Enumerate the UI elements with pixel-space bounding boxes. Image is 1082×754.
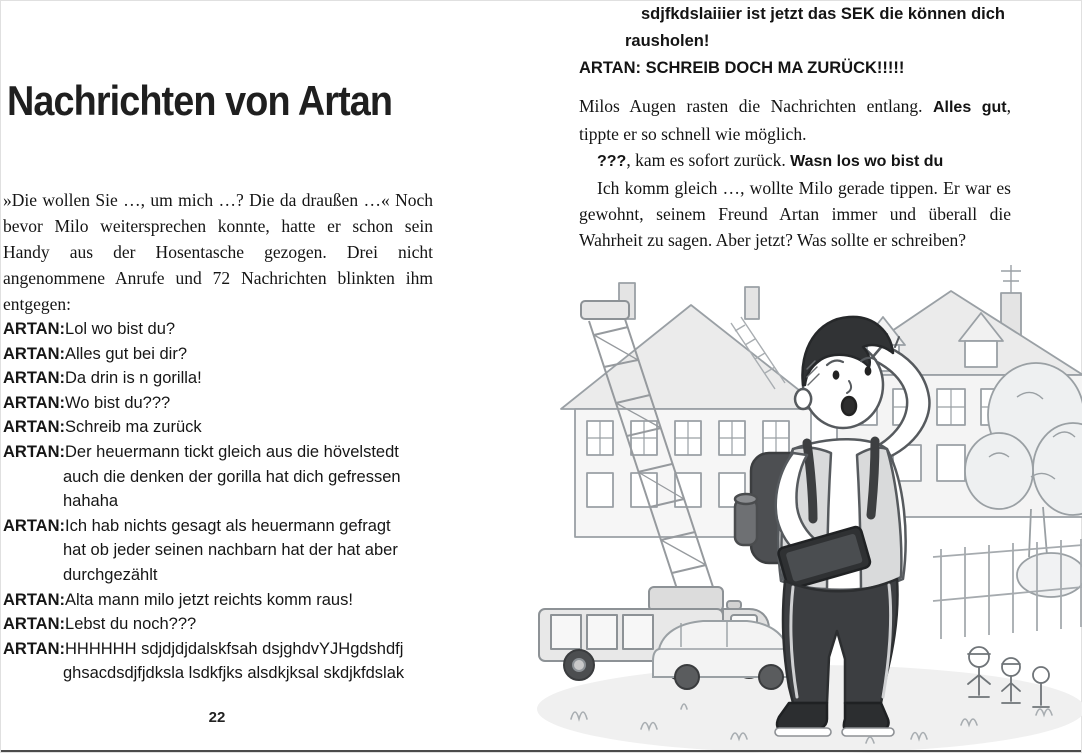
- inline-text: Milos Augen rasten die Nachrichten entlang.: [579, 96, 933, 116]
- chat-message-line: [3, 366, 443, 391]
- body-paragraphs: [579, 93, 1011, 253]
- chat-message-continuation: hat ob jeder seinen nachbarn hat der hat aber: [63, 541, 398, 560]
- body-paragraph: [579, 147, 1011, 175]
- chat-message-line: [3, 588, 443, 613]
- chat-message: [3, 391, 443, 416]
- chat-message: [3, 440, 443, 514]
- chat-message-line: [3, 415, 443, 440]
- chat-speaker: ARTAN:: [3, 369, 66, 388]
- inline-chat-text: Alles gut: [932, 99, 1007, 116]
- chat-message: [3, 415, 443, 440]
- chat-message-line: [3, 391, 443, 416]
- chat-message-line: [3, 342, 443, 367]
- chat-message-continuation: durchgezählt: [63, 565, 158, 584]
- chat-speaker: ARTAN:: [3, 590, 66, 609]
- inline-text: , wollte Milo gerade tippen. Er war es gewohnt, seinem Freund Artan immer und überall die Wahrheit zu sagen. Aber jetzt? Was sollte er schreiben?: [579, 178, 1011, 250]
- chat-text: Alta mann milo jetzt reichts komm raus!: [65, 590, 353, 609]
- intro-paragraph: »Die wollen Sie …, um mich …? Die da draußen …« Noch bevor Milo weitersprechen konnte, hatte er schon sein Handy aus der Hosentasche gezogen. Drei nicht angenommene Anrufe und 72 Nachrichten blinkten ihm entgegen:: [3, 189, 433, 314]
- chat-speaker: ARTAN:: [3, 442, 66, 461]
- chat-continuation-block: [579, 1, 1015, 82]
- chat-message-continuation: hahaha: [63, 492, 119, 511]
- chat-message-continuation: sdjfkdslaiiier ist jetzt das SEK die können dich: [641, 5, 1006, 23]
- inline-chat-text: ???: [597, 153, 627, 170]
- body-paragraph: [579, 93, 1011, 147]
- chat-message-continuation: auch die denken der gorilla hat dich gefressen: [63, 467, 401, 486]
- chat-speaker: ARTAN:: [3, 320, 66, 338]
- inline-text: , kam es sofort zurück.: [626, 150, 791, 170]
- chat-text: Schreib ma zurück: [65, 418, 202, 437]
- inline-text: , tippte er so schnell wie möglich.: [579, 96, 1012, 144]
- chat-message: [3, 366, 443, 391]
- chat-text: HHHHHH sdjdjdjdalskfsah dsjghdvYJHgdshdfj: [65, 639, 404, 658]
- chat-text: Alles gut bei dir?: [65, 344, 188, 363]
- chat-message: [3, 588, 443, 613]
- chat-message-continuation: rausholen!: [625, 32, 710, 50]
- chat-message-continuation: ghsacdsdjfjdksla lsdkfjks alsdkjksal skdjkfdslak: [63, 664, 405, 683]
- chat-text: Der heuermann tickt gleich aus die hövelstedt: [65, 442, 399, 461]
- chat-text: Lol wo bist du?: [65, 320, 176, 338]
- chat-text: Wo bist du???: [65, 393, 171, 412]
- chat-message-line: [3, 612, 443, 637]
- chat-shout-line: [579, 55, 1015, 82]
- chat-message: [3, 514, 443, 588]
- inline-chat-text: Wasn los wo bist du: [790, 153, 944, 170]
- chat-message: [3, 342, 443, 367]
- chat-message: [3, 317, 443, 342]
- chat-text: Da drin is n gorilla!: [65, 369, 202, 388]
- chat-speaker: ARTAN:: [3, 344, 66, 363]
- chat-speaker: ARTAN:: [3, 615, 66, 634]
- page-number: 22: [208, 709, 226, 726]
- scan-edge: [1, 750, 1081, 752]
- chat-speaker: ARTAN:: [579, 59, 642, 77]
- chat-speaker: ARTAN:: [3, 639, 66, 658]
- chat-message-list: [3, 317, 443, 686]
- chat-message-line: [3, 637, 443, 662]
- chat-message: [3, 612, 443, 637]
- chat-text: Ich hab nichts gesagt als heuermann gefragt: [65, 516, 391, 535]
- chat-message-line: [3, 514, 443, 539]
- chat-text: Lebst du noch???: [65, 615, 197, 634]
- body-paragraph: [579, 175, 1011, 253]
- chat-speaker: ARTAN:: [3, 393, 66, 412]
- chat-shout-text: SCHREIB DOCH MA ZURÜCK!!!!!: [641, 59, 905, 77]
- chat-message-line: [3, 317, 443, 342]
- chapter-title: Nachrichten von Artan: [7, 77, 393, 125]
- chat-message-line: [3, 440, 443, 465]
- chat-message: [3, 637, 443, 686]
- chat-speaker: ARTAN:: [3, 418, 66, 437]
- inline-text: Ich komm gleich …: [597, 178, 741, 198]
- illustration-milo-scene: [531, 257, 1082, 754]
- chat-speaker: ARTAN:: [3, 516, 66, 535]
- jumble-lines: [579, 1, 1015, 55]
